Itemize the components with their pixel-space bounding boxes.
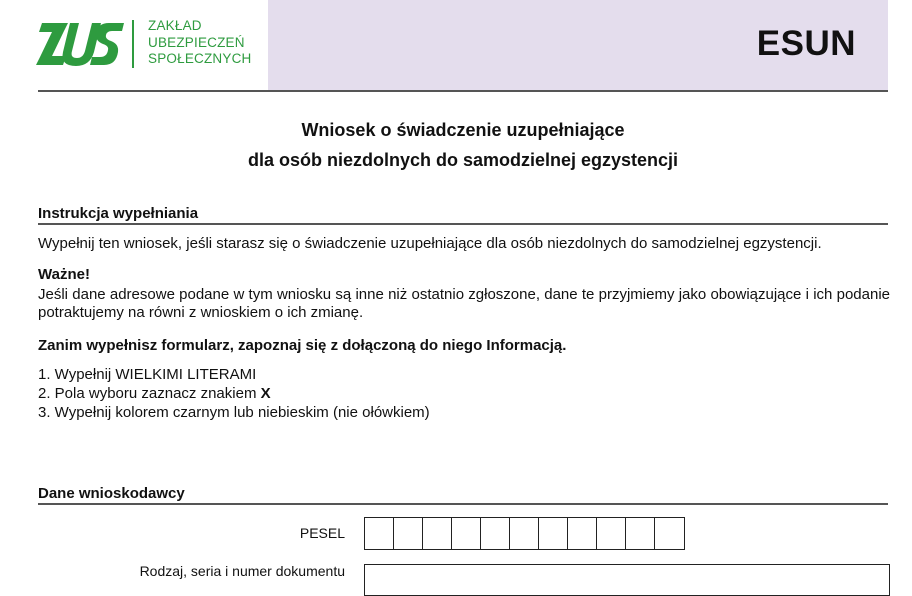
- form-title-line-2: dla osób niezdolnych do samodzielnej egzystencji: [247, 150, 679, 170]
- pesel-field[interactable]: [364, 517, 685, 550]
- pesel-digit-box[interactable]: [655, 518, 684, 549]
- org-name-line: UBEZPIECZEŃ: [148, 34, 245, 50]
- org-name-line: ZAKŁAD: [148, 18, 202, 33]
- list-item-text: 3. Wypełnij kolorem czarnym lub niebieskim (nie ołówkiem): [38, 404, 430, 421]
- pesel-digit-box[interactable]: [481, 518, 510, 549]
- before-fill-note: Zanim wypełnisz formularz, zapoznaj się z dołączoną do niego Informacją.: [38, 337, 567, 354]
- instruction-list-item: [38, 366, 256, 384]
- form-code: ESUN: [756, 24, 856, 63]
- instructions-heading: Instrukcja wypełniania: [38, 205, 199, 222]
- pesel-digit-box[interactable]: [510, 518, 539, 549]
- instruction-list-item: [38, 385, 271, 403]
- pesel-digit-box[interactable]: [539, 518, 568, 549]
- instructions-divider: [38, 223, 888, 225]
- pesel-digit-box[interactable]: [394, 518, 423, 549]
- pesel-digit-box[interactable]: [423, 518, 452, 549]
- pesel-digit-box[interactable]: [626, 518, 655, 549]
- logo-divider: [132, 20, 134, 68]
- form-code-box: [268, 0, 888, 90]
- pesel-digit-box[interactable]: [568, 518, 597, 549]
- applicant-section-heading: Dane wnioskodawcy: [38, 485, 185, 502]
- instructions-intro: Wypełnij ten wniosek, jeśli starasz się o świadczenie uzupełniające dla osób niezdolnych do samodzielnej egzystencji.: [38, 235, 822, 252]
- pesel-digit-box[interactable]: [365, 518, 394, 549]
- pesel-digit-box[interactable]: [597, 518, 626, 549]
- pesel-label: PESEL: [299, 525, 345, 541]
- org-name-line: SPOŁECZNYCH: [148, 51, 252, 66]
- important-text: Jeśli dane adresowe podane w tym wniosku są inne niż ostatnio zgłoszone, dane te przyjmiemy jako obowiązujące i ich podanie potraktujemy na równi z wnioskiem o ich zmianę.: [38, 286, 890, 321]
- pesel-digit-box[interactable]: [452, 518, 481, 549]
- important-label: Ważne!: [38, 266, 90, 283]
- form-title-line-1: Wniosek o świadczenie uzupełniające: [301, 120, 625, 140]
- document-field[interactable]: [364, 564, 890, 596]
- applicant-section-divider: [38, 503, 888, 505]
- header-divider: [38, 90, 888, 92]
- instruction-list-item: [38, 404, 430, 422]
- zus-logo: [36, 18, 124, 70]
- organization-name: [148, 18, 251, 68]
- list-item-text: 2. Pola wyboru zaznacz znakiem: [38, 385, 261, 402]
- document-label: Rodzaj, seria i numer dokumentu: [139, 563, 345, 579]
- checkbox-mark-example: X: [260, 385, 271, 402]
- list-item-text: 1. Wypełnij WIELKIMI LITERAMI: [38, 366, 257, 383]
